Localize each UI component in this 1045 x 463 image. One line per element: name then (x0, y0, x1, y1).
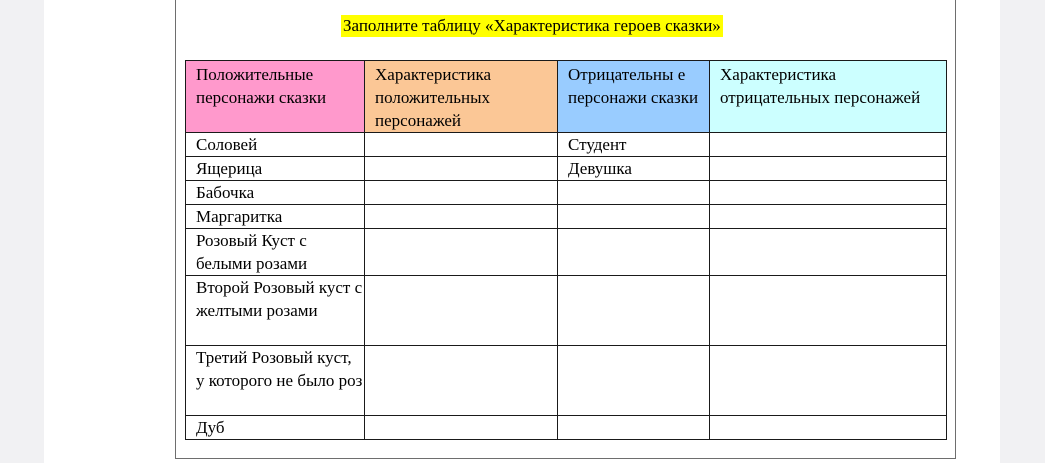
table-cell[interactable] (365, 205, 558, 229)
table-cell[interactable] (365, 133, 558, 157)
header-negative-traits: Характеристика отрицательных персонажей (710, 61, 947, 133)
page-gutter-right (1000, 0, 1045, 463)
table-cell[interactable] (365, 416, 558, 440)
table-cell[interactable] (710, 416, 947, 440)
header-negative-characters: Отрицательны е персонажи сказки (558, 61, 710, 133)
table-cell[interactable] (710, 157, 947, 181)
table-cell[interactable] (558, 181, 710, 205)
table-cell[interactable]: Бабочка (186, 181, 365, 205)
table-cell[interactable] (710, 346, 947, 416)
table-cell[interactable] (558, 416, 710, 440)
table-cell[interactable] (710, 133, 947, 157)
page-gutter-left (0, 0, 44, 463)
table-row (186, 416, 947, 440)
table-cell[interactable] (365, 276, 558, 346)
table-cell[interactable] (365, 346, 558, 416)
table-cell[interactable] (365, 157, 558, 181)
table-cell[interactable] (558, 346, 710, 416)
table-cell[interactable] (710, 276, 947, 346)
table-cell[interactable]: Второй Розовый куст с желтыми розами (186, 276, 365, 346)
characters-table (185, 60, 947, 440)
table-cell[interactable] (710, 181, 947, 205)
table-row (186, 181, 947, 205)
table-cell[interactable]: Дуб (186, 416, 365, 440)
table-cell[interactable] (558, 205, 710, 229)
table-cell[interactable]: Соловей (186, 133, 365, 157)
table-cell[interactable] (558, 276, 710, 346)
table-row (186, 276, 947, 346)
header-positive-traits: Характеристика положительных персонажей (365, 61, 558, 133)
table-row (186, 346, 947, 416)
table-cell[interactable]: Студент (558, 133, 710, 157)
header-positive-characters: Положительные персонажи сказки (186, 61, 365, 133)
table-header-row (186, 61, 947, 133)
table-cell[interactable]: Ящерица (186, 157, 365, 181)
table-row (186, 229, 947, 276)
table-cell[interactable]: Розовый Куст с белыми розами (186, 229, 365, 276)
table-cell[interactable]: Маргаритка (186, 205, 365, 229)
table-cell[interactable]: Третий Розовый куст, у которого не было роз (186, 346, 365, 416)
table-cell[interactable] (365, 229, 558, 276)
table-row (186, 157, 947, 181)
page-title: Заполните таблицу «Характеристика героев сказки» (343, 16, 721, 35)
table-cell[interactable] (365, 181, 558, 205)
table-cell[interactable] (558, 229, 710, 276)
table-cell[interactable] (710, 229, 947, 276)
table-cell[interactable] (710, 205, 947, 229)
table-cell[interactable]: Девушка (558, 157, 710, 181)
table-row (186, 205, 947, 229)
table-row (186, 133, 947, 157)
